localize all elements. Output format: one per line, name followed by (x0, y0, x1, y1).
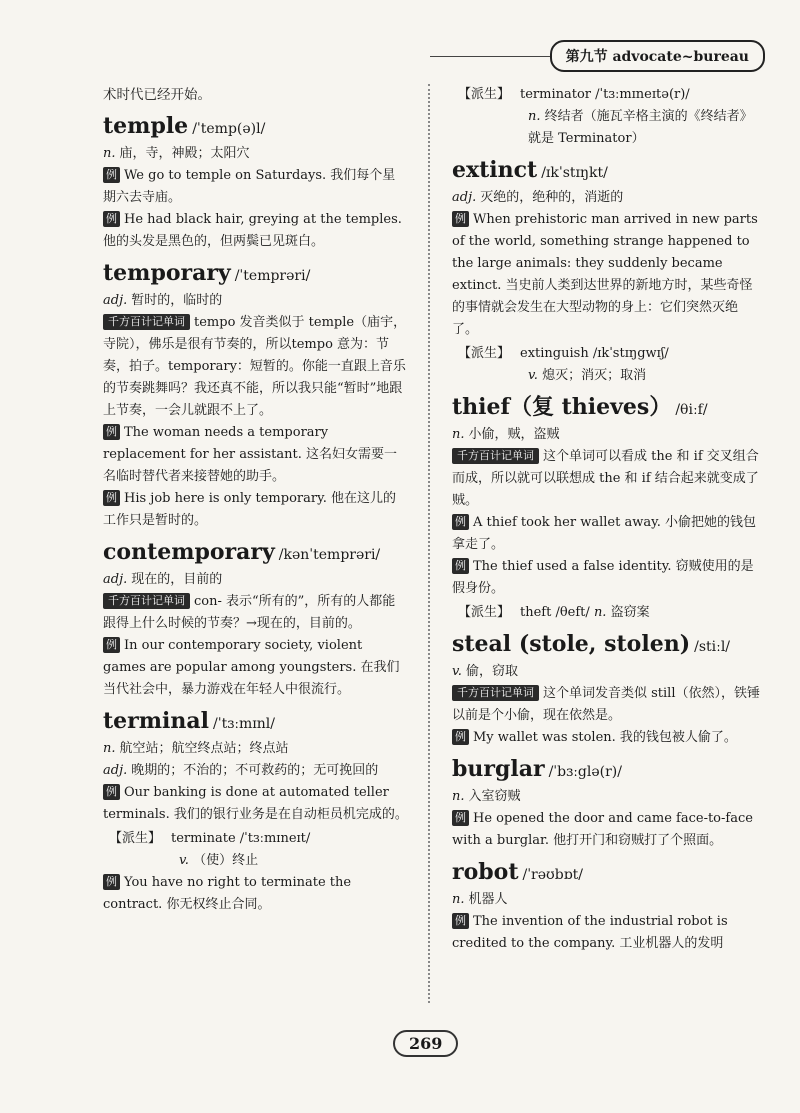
entry-extinct (452, 156, 762, 387)
part-of-speech: n. (452, 789, 465, 804)
derivation-definition: （使）终止 (193, 853, 259, 868)
entry-robot (452, 858, 762, 955)
memo-text: 这个单词可以看成 the 和 if 交叉组合而成，所以就可以联想成 the 和 if 结合起来就变成了贼。 (452, 449, 759, 508)
definition: 庙，寺，神殿；太阳穴 (119, 146, 250, 161)
phonetic: /ˈbɜːglə(r)/ (548, 764, 622, 780)
intro-text: 术时代已经开始。 (103, 87, 211, 103)
part-of-speech: v. (528, 368, 538, 383)
phonetic: /stiːl/ (694, 639, 731, 655)
memo-text: 这个单词发音类似 still（依然），铁锤以前是个小偷，现在依然是。 (452, 686, 761, 723)
example-sentence: You have no right to terminate the contract. 你无权终止合同。 (103, 875, 352, 912)
headword: extinct (452, 157, 538, 183)
example-badge: 例 (103, 424, 120, 440)
derivation-label: 【派生】 (109, 831, 162, 846)
derivation (458, 343, 762, 387)
derivation-definition: 终结者（施瓦辛格主演的《终结者》就是 Terminator） (528, 109, 753, 146)
right-column (452, 84, 762, 993)
headword: steal (stole, stolen) (452, 631, 691, 657)
example-sentence: He had black hair, greying at the temples. 他的头发是黑色的，但两鬓已见斑白。 (103, 212, 402, 249)
example-badge: 例 (103, 874, 120, 890)
example-sentence: His job here is only temporary. 他在这儿的工作只是暂时的。 (103, 491, 396, 528)
part-of-speech: adj. (103, 293, 128, 308)
phonetic: /ˈtemp(ə)l/ (192, 121, 266, 137)
derivation-label: 【派生】 (458, 87, 511, 102)
derivation-word: theft /θeft/ (520, 605, 590, 620)
part-of-speech: n. (452, 427, 465, 442)
memo-badge: 千方百计记单词 (103, 314, 190, 330)
definition: 机器人 (468, 892, 508, 907)
example-sentence: The invention of the industrial robot is credited to the company. 工业机器人的发明 (452, 914, 728, 951)
definition: 偷，窃取 (465, 664, 518, 679)
example-badge: 例 (452, 211, 469, 227)
entry-contemporary (103, 538, 408, 701)
definition: 晚期的；不治的；不可救药的；无可挽回的 (131, 763, 379, 778)
example-badge: 例 (452, 514, 469, 530)
headword: temple (103, 113, 189, 139)
derivation-word: terminate /ˈtɜːmɪneɪt/ (171, 831, 311, 846)
example-badge: 例 (452, 558, 469, 574)
example-sentence: When prehistoric man arrived in new parts of the world, something strange happened to the large animals: they suddenly became extinct. 当史前人类到达世界的新地方时，某些奇怪的事情就会发生在大型动物的身上：它们突然灭绝了。 (452, 212, 758, 337)
memo-text: tempo 发音类似于 temple（庙宇，寺院），佛乐是很有节奏的，所以tempo 意为：节奏，拍子。temporary：短暂的。你能一直跟上音乐的节奏跳舞吗？我还真不能，所以我只能“暂时”地跟上节奏，一会儿就跟不上了。 (103, 315, 407, 418)
definition: 灭绝的，绝种的，消逝的 (480, 190, 624, 205)
headword: terminal (103, 708, 209, 734)
memo-text: con- 表示“所有的”，所有的人都能跟得上什么时候的节奏？→现在的，目前的。 (103, 594, 396, 631)
headword: contemporary (103, 539, 275, 565)
derivation-label: 【派生】 (458, 346, 511, 361)
definition: 小偷，贼，盗贼 (468, 427, 560, 442)
example-sentence: He opened the door and came face-to-face with a burglar. 他打开门和窃贼打了个照面。 (452, 811, 753, 848)
example-sentence: A thief took her wallet away. 小偷把她的钱包拿走了。 (452, 515, 756, 552)
derivation-definition: 盗窃案 (610, 605, 650, 620)
part-of-speech: n. (452, 892, 465, 907)
derivation (458, 84, 762, 150)
derivation (109, 828, 408, 872)
memo-badge: 千方百计记单词 (452, 448, 539, 464)
example-sentence: In our contemporary society, violent games are popular among youngsters. 在我们当代社会中，暴力游戏在年轻人中很流行。 (103, 638, 400, 697)
entry-terminal (103, 707, 408, 916)
phonetic: /ˈrəʊbɒt/ (522, 867, 583, 883)
example-badge: 例 (103, 211, 120, 227)
example-badge: 例 (452, 810, 469, 826)
headword: robot (452, 859, 519, 885)
part-of-speech: n. (528, 109, 541, 124)
example-sentence: The woman needs a temporary replacement for her assistant. 这名妇女需要一名临时替代者来接替她的助手。 (103, 425, 398, 484)
entry-temporary (103, 259, 408, 532)
phonetic: /kənˈtemprəri/ (278, 547, 381, 563)
phonetic: /ˈtemprəri/ (234, 268, 311, 284)
example-sentence: The thief used a false identity. 窃贼使用的是假身份。 (452, 559, 754, 596)
example-sentence: We go to temple on Saturdays. 我们每个星期六去寺庙。 (103, 168, 396, 205)
page-number: 269 (393, 1030, 458, 1057)
example-badge: 例 (103, 784, 120, 800)
derivation-word: terminator /ˈtɜːmɪneɪtə(r)/ (520, 87, 690, 102)
phonetic: /ɪkˈstɪŋkt/ (541, 165, 608, 181)
example-sentence: Our banking is done at automated teller terminals. 我们的银行业务是在自动柜员机完成的。 (103, 785, 408, 822)
entry-thief (452, 393, 762, 624)
left-column (103, 84, 408, 993)
headword: thief（复 thieves） (452, 394, 672, 420)
entry-temple (103, 112, 408, 253)
example-badge: 例 (103, 167, 120, 183)
part-of-speech: adj. (452, 190, 477, 205)
part-of-speech: v. (179, 853, 189, 868)
memo-badge: 千方百计记单词 (452, 685, 539, 701)
headword: temporary (103, 260, 231, 286)
example-badge: 例 (452, 729, 469, 745)
section-tag: 第九节 advocate~bureau (550, 40, 765, 72)
derivation-word: extinguish /ɪkˈstɪŋgwɪʃ/ (520, 346, 669, 361)
headword: burglar (452, 756, 545, 782)
definition: 航空站；航空终点站；终点站 (119, 741, 289, 756)
definition: 现在的，目前的 (131, 572, 223, 587)
part-of-speech: n. (103, 741, 116, 756)
column-divider (428, 84, 430, 1003)
definition: 暂时的，临时的 (131, 293, 223, 308)
entry-burglar (452, 755, 762, 852)
part-of-speech: adj. (103, 572, 128, 587)
derivation (458, 602, 762, 624)
phonetic: /ˈtɜːmɪnl/ (213, 716, 275, 732)
example-badge: 例 (103, 490, 120, 506)
part-of-speech: adj. (103, 763, 128, 778)
derivation-label: 【派生】 (458, 605, 511, 620)
part-of-speech: n. (103, 146, 116, 161)
phonetic: /θiːf/ (675, 402, 708, 418)
example-sentence: My wallet was stolen. 我的钱包被人偷了。 (473, 730, 737, 745)
memo-badge: 千方百计记单词 (103, 593, 190, 609)
part-of-speech: n. (593, 605, 607, 620)
entry-steal (452, 630, 762, 749)
example-badge: 例 (452, 913, 469, 929)
example-badge: 例 (103, 637, 120, 653)
part-of-speech: v. (452, 664, 462, 679)
derivation-definition: 熄灭；消灭；取消 (542, 368, 647, 383)
definition: 入室窃贼 (468, 789, 521, 804)
